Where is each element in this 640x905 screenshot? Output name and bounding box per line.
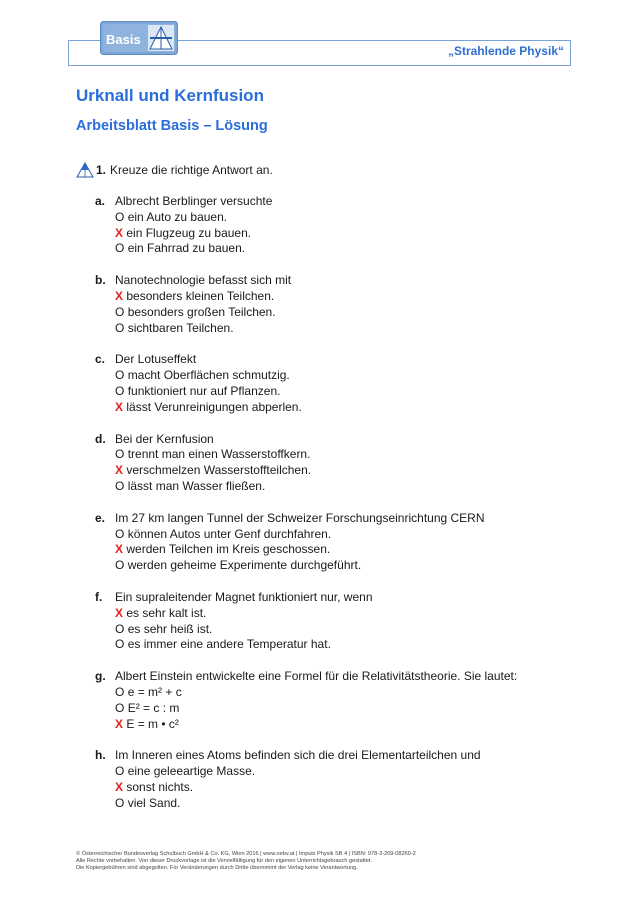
empty-mark: O bbox=[115, 637, 125, 652]
answer-text: e = m² + c bbox=[127, 684, 182, 699]
answer-option bbox=[95, 210, 575, 226]
question-row bbox=[95, 511, 575, 527]
answer-text: können Autos unter Genf durchfahren. bbox=[127, 526, 332, 541]
answer-option bbox=[95, 542, 575, 558]
empty-mark: O bbox=[115, 320, 125, 335]
answer-text: sonst nichts. bbox=[126, 779, 194, 794]
answer-text: eine geleeartige Masse. bbox=[127, 764, 256, 779]
answer-text: trennt man einen Wasserstoffkern. bbox=[127, 447, 311, 462]
answer-text: E = m • c² bbox=[126, 716, 179, 731]
answer-option bbox=[95, 241, 575, 257]
answer-option bbox=[95, 558, 575, 574]
correct-mark: X bbox=[115, 779, 124, 794]
footer-line: © Österreichischer Bundesverlag Schulbuch GmbH & Co. KG, Wien 2016 | www.oebv.at | Impuls Physik SB 4 | ISBN: 978-3-209-08260-2 bbox=[76, 851, 416, 857]
question-text: Im 27 km langen Tunnel der Schweizer Forschungseinrichtung CERN bbox=[115, 510, 485, 525]
question-letter: c. bbox=[95, 352, 106, 367]
answer-option bbox=[95, 527, 575, 543]
answer-text: E² = c : m bbox=[127, 700, 180, 715]
answer-option bbox=[95, 447, 575, 463]
answer-option bbox=[95, 796, 575, 812]
empty-mark: O bbox=[115, 447, 125, 462]
correct-mark: X bbox=[115, 542, 124, 557]
task-number: 1. bbox=[96, 163, 107, 177]
question-letter: d. bbox=[95, 431, 106, 446]
question-text: Ein supraleitender Magnet funktioniert nur, wenn bbox=[115, 589, 373, 604]
question-text: Im Inneren eines Atoms befinden sich die drei Elementarteilchen und bbox=[115, 748, 481, 763]
answer-text: es sehr heiß ist. bbox=[127, 621, 213, 636]
logo-text: Basis bbox=[106, 32, 141, 47]
question-row bbox=[95, 748, 575, 764]
question-8 bbox=[95, 748, 575, 811]
answer-option bbox=[95, 701, 575, 717]
question-text: Der Lotuseffekt bbox=[115, 352, 197, 367]
question-text: Albert Einstein entwickelte eine Formel für die Relativitätstheorie. Sie lautet: bbox=[115, 669, 518, 684]
answer-text: werden Teilchen im Kreis geschossen. bbox=[126, 542, 331, 557]
empty-mark: O bbox=[115, 209, 125, 224]
answer-text: ein Auto zu bauen. bbox=[127, 209, 228, 224]
question-row bbox=[95, 669, 575, 685]
difficulty-triangle-icon bbox=[76, 162, 94, 178]
question-1 bbox=[95, 194, 575, 257]
question-row bbox=[95, 194, 575, 210]
question-row bbox=[95, 352, 575, 368]
answer-option bbox=[95, 305, 575, 321]
question-row bbox=[95, 590, 575, 606]
empty-mark: O bbox=[115, 383, 125, 398]
answer-option bbox=[95, 606, 575, 622]
answer-text: macht Oberflächen schmutzig. bbox=[127, 368, 290, 383]
task-text: Kreuze die richtige Antwort an. bbox=[110, 163, 273, 177]
correct-mark: X bbox=[115, 225, 124, 240]
empty-mark: O bbox=[115, 304, 125, 319]
answer-option bbox=[95, 637, 575, 653]
answer-text: sichtbaren Teilchen. bbox=[127, 320, 234, 335]
correct-mark: X bbox=[115, 288, 124, 303]
correct-mark: X bbox=[115, 605, 124, 620]
header-title: „Strahlende Physik“ bbox=[447, 44, 564, 58]
answer-text: es immer eine andere Temperatur hat. bbox=[127, 637, 331, 652]
empty-mark: O bbox=[115, 526, 125, 541]
empty-mark: O bbox=[115, 764, 125, 779]
answer-text: ein Fahrrad zu bauen. bbox=[127, 241, 246, 256]
footer-line: Die Kopiergebühren sind abgegolten. Für Veränderungen durch Dritte übernimmt der Verlag keine Verantwortung. bbox=[76, 865, 358, 871]
question-letter: b. bbox=[95, 273, 106, 288]
question-letter: e. bbox=[95, 510, 106, 525]
answer-option bbox=[95, 368, 575, 384]
correct-mark: X bbox=[115, 399, 124, 414]
correct-mark: X bbox=[115, 463, 124, 478]
question-row bbox=[95, 432, 575, 448]
question-2 bbox=[95, 273, 575, 336]
question-text: Bei der Kernfusion bbox=[115, 431, 214, 446]
answer-text: werden geheime Experimente durchgeführt. bbox=[127, 558, 362, 573]
answer-option bbox=[95, 384, 575, 400]
footer bbox=[76, 851, 416, 872]
answer-option bbox=[95, 463, 575, 479]
page-subtitle: Arbeitsblatt Basis – Lösung bbox=[76, 118, 268, 134]
answer-option bbox=[95, 685, 575, 701]
question-letter: a. bbox=[95, 194, 106, 208]
answer-text: besonders großen Teilchen. bbox=[127, 304, 276, 319]
empty-mark: O bbox=[115, 700, 125, 715]
empty-mark: O bbox=[115, 368, 125, 383]
empty-mark: O bbox=[115, 684, 125, 699]
question-3 bbox=[95, 352, 575, 415]
answer-option bbox=[95, 764, 575, 780]
question-list bbox=[95, 194, 575, 828]
answer-text: besonders kleinen Teilchen. bbox=[126, 288, 275, 303]
question-row bbox=[95, 273, 575, 289]
question-6 bbox=[95, 590, 575, 653]
answer-option bbox=[95, 321, 575, 337]
question-letter: g. bbox=[95, 669, 106, 684]
answer-option bbox=[95, 289, 575, 305]
page-title: Urknall und Kernfusion bbox=[76, 86, 264, 105]
answer-text: ein Flugzeug zu bauen. bbox=[126, 225, 252, 240]
basis-logo-icon bbox=[100, 21, 178, 55]
answer-option bbox=[95, 622, 575, 638]
question-4 bbox=[95, 432, 575, 495]
question-letter: h. bbox=[95, 748, 106, 763]
answer-text: verschmelzen Wasserstoffteilchen. bbox=[126, 463, 312, 478]
task-instruction bbox=[76, 162, 273, 178]
answer-option bbox=[95, 479, 575, 495]
answer-option bbox=[95, 226, 575, 242]
empty-mark: O bbox=[115, 795, 125, 810]
empty-mark: O bbox=[115, 241, 125, 256]
answer-text: viel Sand. bbox=[127, 795, 181, 810]
answer-text: lässt Verunreinigungen abperlen. bbox=[126, 399, 302, 414]
question-letter: f. bbox=[95, 589, 103, 604]
correct-mark: X bbox=[115, 716, 124, 731]
answer-option bbox=[95, 400, 575, 416]
question-7 bbox=[95, 669, 575, 732]
empty-mark: O bbox=[115, 478, 125, 493]
answer-text: lässt man Wasser fließen. bbox=[127, 478, 266, 493]
answer-option bbox=[95, 717, 575, 733]
footer-line: Alle Rechte vorbehalten. Von dieser Druckvorlage ist die Vervielfältigung für den eigenen Unterrichtsgebrauch gestattet. bbox=[76, 858, 373, 864]
question-5 bbox=[95, 511, 575, 574]
question-text: Albrecht Berblinger versuchte bbox=[115, 194, 273, 208]
question-text: Nanotechnologie befasst sich mit bbox=[115, 273, 292, 288]
empty-mark: O bbox=[115, 621, 125, 636]
answer-option bbox=[95, 780, 575, 796]
answer-text: es sehr kalt ist. bbox=[126, 605, 207, 620]
answer-text: funktioniert nur auf Pflanzen. bbox=[127, 383, 281, 398]
empty-mark: O bbox=[115, 558, 125, 573]
